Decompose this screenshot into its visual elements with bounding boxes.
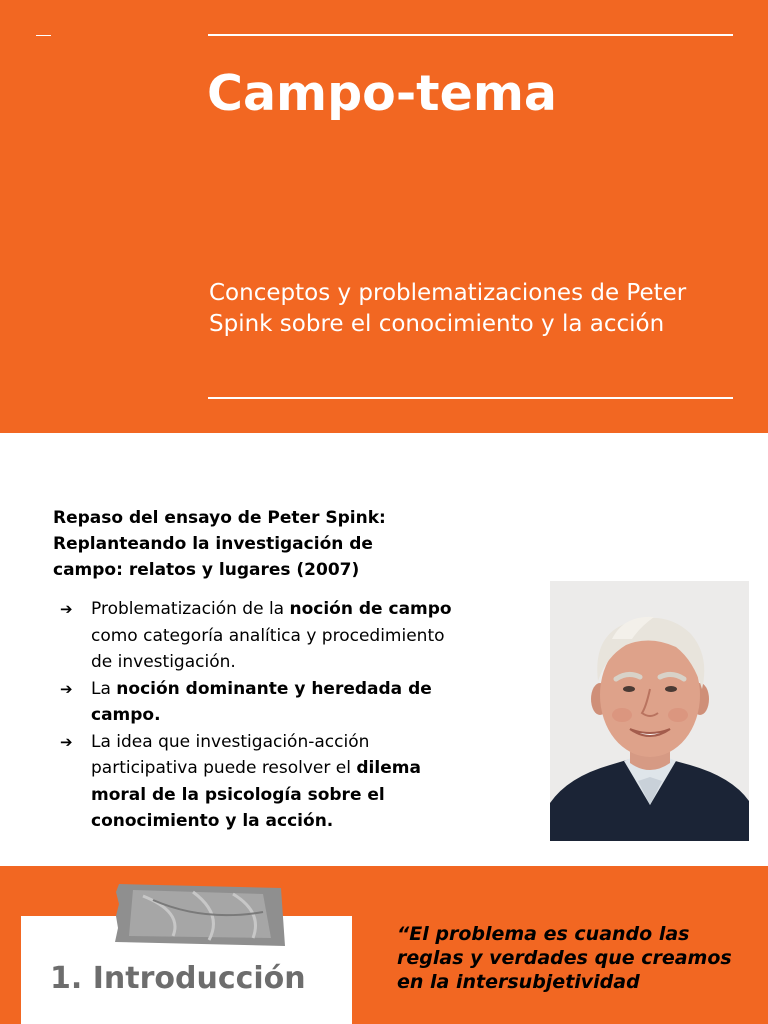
slide-subtitle: Conceptos y problematizaciones de Peter Spink sobre el conocimiento y la acción	[209, 280, 687, 337]
bullet-text: La	[91, 678, 117, 699]
title-slide	[0, 0, 768, 433]
list-item	[60, 729, 470, 835]
quote-text: “El problema es cuando las reglas y verdades que creamos en la intersubjetividad	[397, 923, 732, 993]
essay-review-slide	[0, 433, 768, 866]
tape-icon	[113, 882, 287, 948]
list-item	[60, 596, 470, 676]
slide-dash-mark	[36, 35, 51, 36]
introduction-slide	[0, 866, 768, 1024]
bullet-list	[60, 596, 470, 835]
bullet-text: Problematización de la	[91, 599, 290, 619]
arrow-icon: ➔	[60, 679, 73, 698]
list-item	[60, 676, 470, 729]
slide-title: Campo-tema	[207, 65, 557, 122]
bullet-bold-text: noción de campo	[289, 599, 452, 619]
arrow-icon: ➔	[60, 600, 73, 618]
portrait-illustration	[550, 581, 749, 841]
bottom-divider-line	[208, 397, 733, 399]
bullet-bold-text: noción dominante y heredada de campo.	[91, 678, 432, 725]
bullet-bold-text: dilema moral de la psicología sobre el conocimiento y la acción.	[91, 758, 421, 831]
top-divider-line	[208, 34, 733, 36]
bullet-text: La idea que investigación-acción participativa puede resolver el	[91, 731, 370, 778]
arrow-icon: ➔	[60, 732, 73, 751]
portrait-photo	[550, 581, 749, 841]
bullet-text: como categoría analítica y procedimiento de investigación.	[91, 625, 445, 672]
section-title: 1. Introducción	[50, 961, 306, 996]
essay-heading: Repaso del ensayo de Peter Spink: Replanteando la investigación de campo: relatos y lugares (2007)	[53, 508, 386, 580]
